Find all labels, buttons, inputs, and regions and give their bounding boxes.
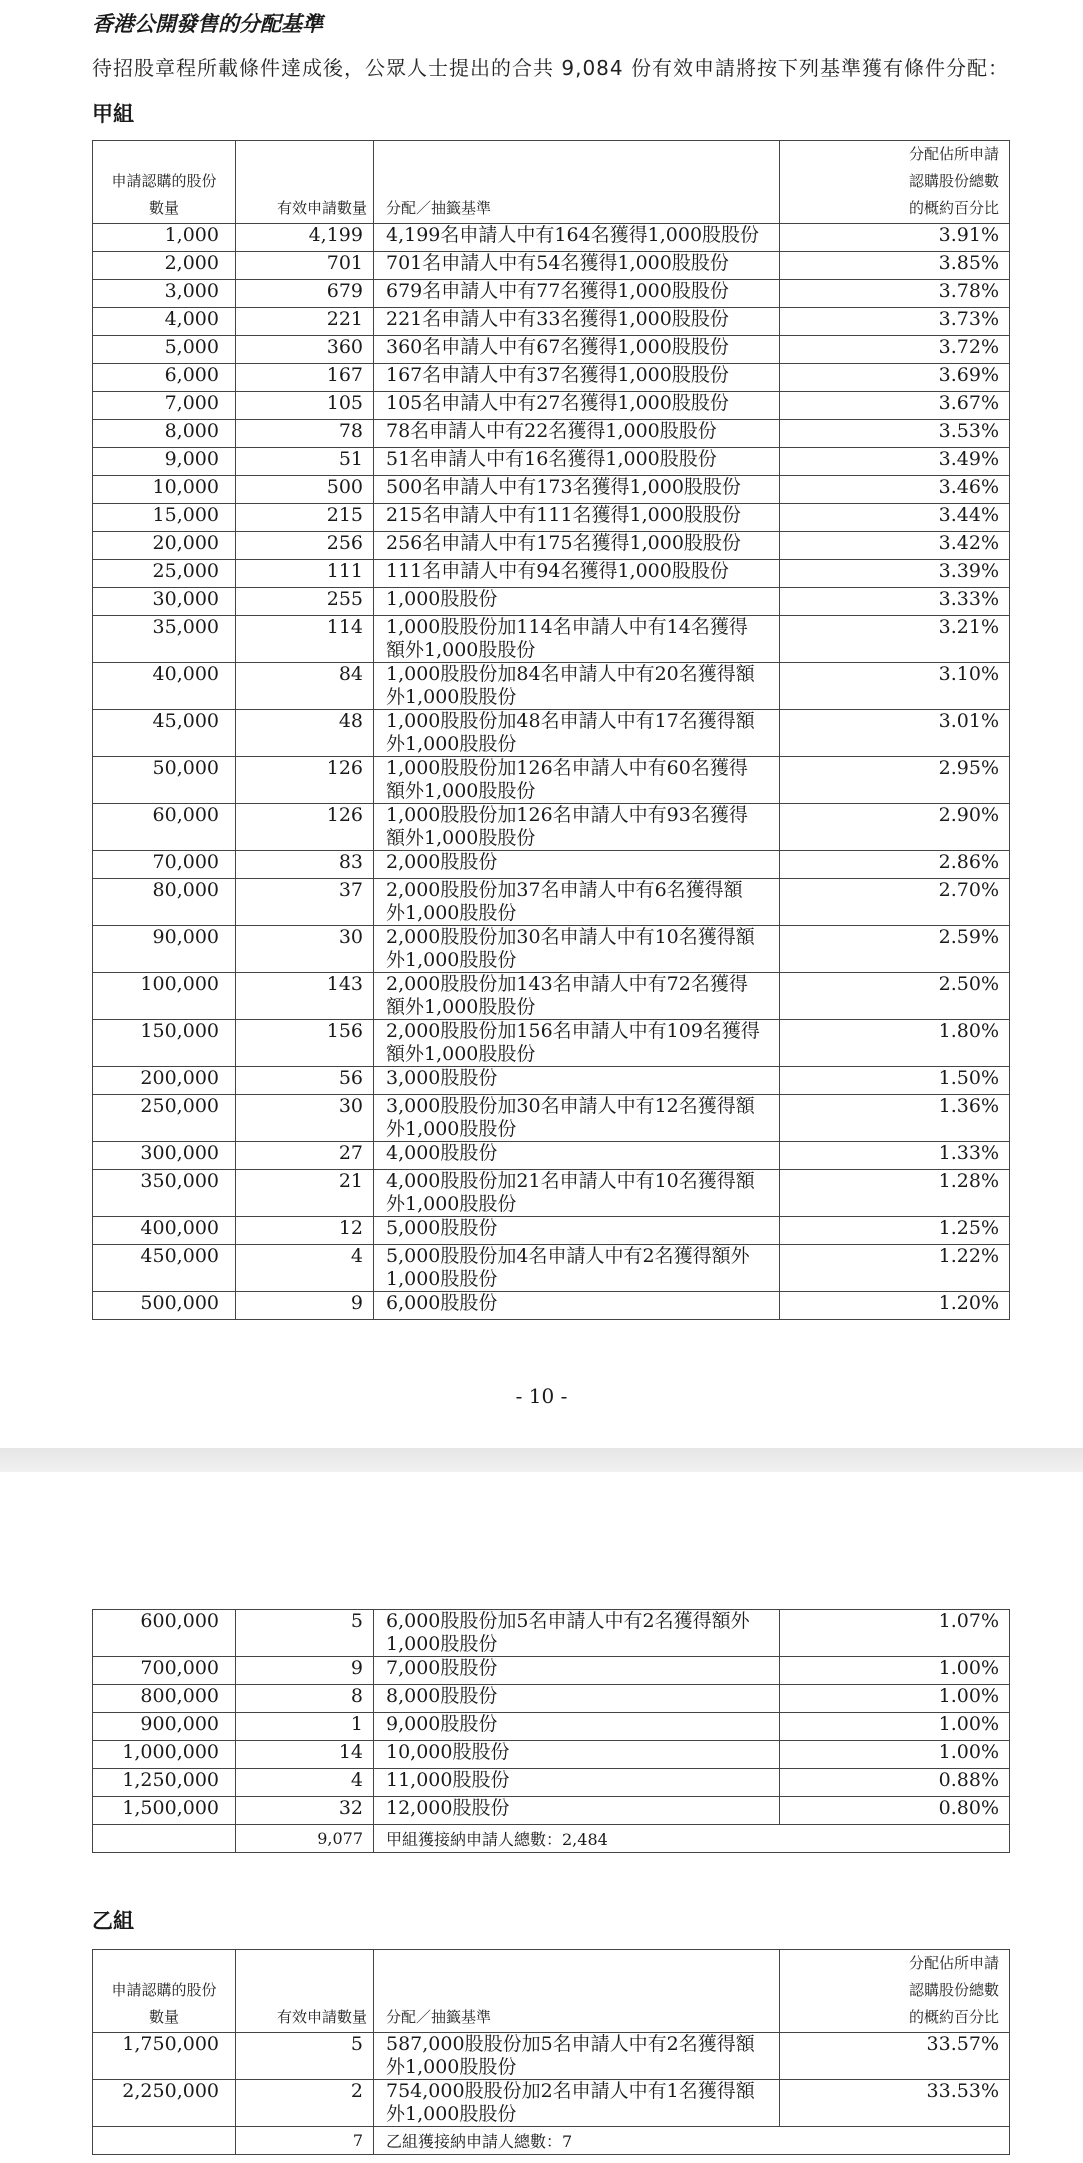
- valid-applications-cell: 51: [236, 448, 374, 476]
- percentage-cell: 1.00%: [780, 1685, 1010, 1713]
- shares-applied-cell: 2,000: [93, 252, 236, 280]
- table-row: [93, 308, 1010, 336]
- group-b-table: [92, 1949, 1010, 2155]
- shares-applied-cell: 1,250,000: [93, 1769, 236, 1797]
- table-row: [93, 448, 1010, 476]
- table-row: [93, 879, 1010, 926]
- header-pct-line2: 認購股份總數: [908, 1981, 999, 1999]
- allocation-basis-cell: 1,000股股份: [374, 588, 780, 616]
- allocation-basis-cell: 8,000股股份: [374, 1685, 780, 1713]
- shares-applied-cell: 30,000: [93, 588, 236, 616]
- table-row: [93, 2080, 1010, 2127]
- percentage-cell: 2.95%: [780, 757, 1010, 804]
- percentage-cell: 3.46%: [780, 476, 1010, 504]
- percentage-cell: 33.57%: [780, 2033, 1010, 2080]
- shares-applied-cell: 1,000: [93, 224, 236, 252]
- valid-applications-cell: 167: [236, 364, 374, 392]
- basis-line-1: 1,000股股份加126名申請人中有93名獲得: [386, 804, 748, 826]
- group-b-total-row: [93, 2127, 1010, 2155]
- group-a-total-row: [93, 1825, 1010, 1853]
- allocation-basis-cell: [374, 2080, 780, 2127]
- header-approx-percentage: [780, 141, 1010, 224]
- allocation-basis-cell: 500名申請人中有173名獲得1,000股股份: [374, 476, 780, 504]
- allocation-basis-cell: 5,000股股份: [374, 1217, 780, 1245]
- basis-line-2: 額外1,000股股份: [386, 639, 536, 661]
- valid-applications-cell: 1: [236, 1713, 374, 1741]
- valid-applications-cell: 83: [236, 851, 374, 879]
- table-row: [93, 804, 1010, 851]
- valid-applications-cell: 8: [236, 1685, 374, 1713]
- table-row: [93, 1685, 1010, 1713]
- valid-applications-cell: 143: [236, 973, 374, 1020]
- valid-applications-cell: 126: [236, 804, 374, 851]
- percentage-cell: 3.21%: [780, 616, 1010, 663]
- table-row: [93, 710, 1010, 757]
- shares-applied-cell: 600,000: [93, 1610, 236, 1657]
- allocation-basis-cell: [374, 710, 780, 757]
- valid-applications-cell: 2: [236, 2080, 374, 2127]
- table-row: [93, 1245, 1010, 1292]
- basis-line-2: 額外1,000股股份: [386, 996, 536, 1018]
- table-row: [93, 1095, 1010, 1142]
- allocation-basis-cell: 221名申請人中有33名獲得1,000股股份: [374, 308, 780, 336]
- valid-applications-cell: 27: [236, 1142, 374, 1170]
- valid-applications-cell: 30: [236, 1095, 374, 1142]
- table-header-row: [93, 141, 1010, 224]
- table-row: [93, 504, 1010, 532]
- allocation-basis-cell: [374, 757, 780, 804]
- percentage-cell: 3.39%: [780, 560, 1010, 588]
- allocation-basis-cell: 4,000股股份: [374, 1142, 780, 1170]
- basis-line-2: 外1,000股股份: [386, 1118, 517, 1140]
- percentage-cell: 3.72%: [780, 336, 1010, 364]
- valid-applications-cell: 48: [236, 710, 374, 757]
- shares-applied-cell: 60,000: [93, 804, 236, 851]
- table-row: [93, 1067, 1010, 1095]
- basis-line-1: 5,000股股份加4名申請人中有2名獲得額外: [386, 1245, 750, 1267]
- table-row: [93, 1610, 1010, 1657]
- valid-applications-cell: 56: [236, 1067, 374, 1095]
- valid-applications-cell: 500: [236, 476, 374, 504]
- allocation-basis-cell: 360名申請人中有67名獲得1,000股股份: [374, 336, 780, 364]
- valid-applications-cell: 679: [236, 280, 374, 308]
- allocation-basis-cell: 78名申請人中有22名獲得1,000股股份: [374, 420, 780, 448]
- valid-applications-cell: 111: [236, 560, 374, 588]
- basis-line-2: 外1,000股股份: [386, 686, 517, 708]
- valid-applications-cell: 4,199: [236, 224, 374, 252]
- table-row: [93, 364, 1010, 392]
- shares-applied-cell: 100,000: [93, 973, 236, 1020]
- allocation-basis-cell: [374, 663, 780, 710]
- valid-applications-cell: 256: [236, 532, 374, 560]
- table-header-row: [93, 1950, 1010, 2033]
- table-row: [93, 224, 1010, 252]
- basis-line-1: 2,000股股份加143名申請人中有72名獲得: [386, 973, 748, 995]
- table-row: [93, 1713, 1010, 1741]
- valid-applications-cell: 221: [236, 308, 374, 336]
- total-empty-cell: [93, 2127, 236, 2155]
- group-b-total-count: 7: [236, 2127, 374, 2155]
- shares-applied-cell: 50,000: [93, 757, 236, 804]
- header-pct-line1: 分配佔所申請: [908, 145, 999, 163]
- valid-applications-cell: 30: [236, 926, 374, 973]
- shares-applied-cell: 300,000: [93, 1142, 236, 1170]
- table-row: [93, 1170, 1010, 1217]
- shares-applied-cell: 150,000: [93, 1020, 236, 1067]
- table-row: [93, 1142, 1010, 1170]
- shares-applied-cell: 1,500,000: [93, 1797, 236, 1825]
- shares-applied-cell: 80,000: [93, 879, 236, 926]
- percentage-cell: 3.73%: [780, 308, 1010, 336]
- shares-applied-cell: 350,000: [93, 1170, 236, 1217]
- basis-line-2: 1,000股股份: [386, 1268, 498, 1290]
- table-row: [93, 280, 1010, 308]
- percentage-cell: 1.28%: [780, 1170, 1010, 1217]
- shares-applied-cell: 20,000: [93, 532, 236, 560]
- allocation-basis-cell: 10,000股股份: [374, 1741, 780, 1769]
- table-row: [93, 1292, 1010, 1320]
- allocation-basis-cell: [374, 879, 780, 926]
- basis-line-1: 754,000股股份加2名申請人中有1名獲得額: [386, 2080, 755, 2102]
- header-pct-line2: 認購股份總數: [908, 172, 999, 190]
- allocation-basis-cell: 11,000股股份: [374, 1769, 780, 1797]
- valid-applications-cell: 12: [236, 1217, 374, 1245]
- group-a-table-part1: [92, 140, 1010, 1320]
- table-row: [93, 1797, 1010, 1825]
- basis-line-2: 1,000股股份: [386, 1633, 498, 1655]
- shares-applied-cell: 45,000: [93, 710, 236, 757]
- basis-line-1: 587,000股股份加5名申請人中有2名獲得額: [386, 2033, 755, 2055]
- allocation-basis-cell: 51名申請人中有16名獲得1,000股股份: [374, 448, 780, 476]
- valid-applications-cell: 37: [236, 879, 374, 926]
- shares-applied-cell: 800,000: [93, 1685, 236, 1713]
- header-allocation-basis: 分配／抽籤基準: [374, 141, 780, 224]
- allocation-basis-cell: 2,000股股份: [374, 851, 780, 879]
- table-row: [93, 1020, 1010, 1067]
- basis-line-2: 外1,000股股份: [386, 902, 517, 924]
- table-row: [93, 851, 1010, 879]
- shares-applied-cell: 90,000: [93, 926, 236, 973]
- table-row: [93, 926, 1010, 973]
- allocation-basis-cell: [374, 1095, 780, 1142]
- shares-applied-cell: 700,000: [93, 1657, 236, 1685]
- section-heading: 香港公開發售的分配基準: [92, 12, 323, 36]
- percentage-cell: 2.70%: [780, 879, 1010, 926]
- percentage-cell: 1.00%: [780, 1741, 1010, 1769]
- valid-applications-cell: 360: [236, 336, 374, 364]
- shares-applied-cell: 200,000: [93, 1067, 236, 1095]
- percentage-cell: 3.44%: [780, 504, 1010, 532]
- basis-line-2: 額外1,000股股份: [386, 827, 536, 849]
- group-a-total-text: 甲組獲接納申請人總數：2,484: [374, 1825, 1010, 1853]
- table-row: [93, 532, 1010, 560]
- basis-line-1: 2,000股股份加156名申請人中有109名獲得: [386, 1020, 760, 1042]
- percentage-cell: 33.53%: [780, 2080, 1010, 2127]
- shares-applied-cell: 1,750,000: [93, 2033, 236, 2080]
- percentage-cell: 1.33%: [780, 1142, 1010, 1170]
- table-row: [93, 476, 1010, 504]
- percentage-cell: 0.80%: [780, 1797, 1010, 1825]
- basis-line-1: 1,000股股份加114名申請人中有14名獲得: [386, 616, 748, 638]
- table-row: [93, 616, 1010, 663]
- basis-line-2: 外1,000股股份: [386, 2103, 517, 2125]
- allocation-basis-cell: [374, 1020, 780, 1067]
- group-b-total-text: 乙組獲接納申請人總數：7: [374, 2127, 1010, 2155]
- percentage-cell: 1.25%: [780, 1217, 1010, 1245]
- percentage-cell: 2.59%: [780, 926, 1010, 973]
- valid-applications-cell: 4: [236, 1245, 374, 1292]
- allocation-basis-cell: [374, 804, 780, 851]
- percentage-cell: 1.36%: [780, 1095, 1010, 1142]
- allocation-basis-cell: 105名申請人中有27名獲得1,000股股份: [374, 392, 780, 420]
- group-a-label: 甲組: [92, 102, 134, 126]
- basis-line-1: 2,000股股份加30名申請人中有10名獲得額: [386, 926, 755, 948]
- allocation-basis-cell: 3,000股股份: [374, 1067, 780, 1095]
- table-row: [93, 252, 1010, 280]
- header-pct-line3: 的概約百分比: [908, 199, 999, 217]
- shares-applied-cell: 1,000,000: [93, 1741, 236, 1769]
- valid-applications-cell: 14: [236, 1741, 374, 1769]
- basis-line-1: 3,000股股份加30名申請人中有12名獲得額: [386, 1095, 755, 1117]
- table-row: [93, 1769, 1010, 1797]
- allocation-basis-cell: 111名申請人中有94名獲得1,000股股份: [374, 560, 780, 588]
- shares-applied-cell: 70,000: [93, 851, 236, 879]
- page-number: - 10 -: [515, 1384, 568, 1408]
- percentage-cell: 1.07%: [780, 1610, 1010, 1657]
- percentage-cell: 1.00%: [780, 1713, 1010, 1741]
- allocation-basis-cell: [374, 2033, 780, 2080]
- percentage-cell: 3.01%: [780, 710, 1010, 757]
- header-valid-applications: 有效申請數量: [236, 141, 374, 224]
- percentage-cell: 0.88%: [780, 1769, 1010, 1797]
- shares-applied-cell: 5,000: [93, 336, 236, 364]
- header-shares-line1: 申請認購的股份: [111, 172, 217, 190]
- percentage-cell: 1.80%: [780, 1020, 1010, 1067]
- allocation-basis-cell: [374, 1245, 780, 1292]
- basis-line-2: 外1,000股股份: [386, 1193, 517, 1215]
- table-row: [93, 663, 1010, 710]
- valid-applications-cell: 5: [236, 1610, 374, 1657]
- header-approx-percentage: [780, 1950, 1010, 2033]
- percentage-cell: 3.49%: [780, 448, 1010, 476]
- header-valid-applications: 有效申請數量: [236, 1950, 374, 2033]
- allocation-basis-cell: 9,000股股份: [374, 1713, 780, 1741]
- allocation-basis-cell: [374, 1610, 780, 1657]
- percentage-cell: 2.50%: [780, 973, 1010, 1020]
- percentage-cell: 3.10%: [780, 663, 1010, 710]
- basis-line-2: 外1,000股股份: [386, 949, 517, 971]
- valid-applications-cell: 215: [236, 504, 374, 532]
- percentage-cell: 3.78%: [780, 280, 1010, 308]
- valid-applications-cell: 126: [236, 757, 374, 804]
- shares-applied-cell: 450,000: [93, 1245, 236, 1292]
- shares-applied-cell: 6,000: [93, 364, 236, 392]
- percentage-cell: 3.69%: [780, 364, 1010, 392]
- valid-applications-cell: 701: [236, 252, 374, 280]
- allocation-basis-cell: [374, 926, 780, 973]
- allocation-basis-cell: 215名申請人中有111名獲得1,000股股份: [374, 504, 780, 532]
- group-a-total-count: 9,077: [236, 1825, 374, 1853]
- percentage-cell: 3.91%: [780, 224, 1010, 252]
- intro-paragraph: 待招股章程所載條件達成後，公眾人士提出的合共 9,084 份有效申請將按下列基準獲有條件分配：: [92, 56, 1009, 80]
- basis-line-1: 2,000股股份加37名申請人中有6名獲得額: [386, 879, 743, 901]
- valid-applications-cell: 84: [236, 663, 374, 710]
- valid-applications-cell: 114: [236, 616, 374, 663]
- valid-applications-cell: 5: [236, 2033, 374, 2080]
- table-row: [93, 757, 1010, 804]
- table-row: [93, 392, 1010, 420]
- percentage-cell: 3.85%: [780, 252, 1010, 280]
- header-shares-line1: 申請認購的股份: [111, 1981, 217, 1999]
- allocation-basis-cell: 6,000股股份: [374, 1292, 780, 1320]
- valid-applications-cell: 255: [236, 588, 374, 616]
- shares-applied-cell: 10,000: [93, 476, 236, 504]
- group-b-label: 乙組: [92, 1909, 134, 1933]
- header-shares-line2: 數量: [148, 199, 179, 217]
- valid-applications-cell: 9: [236, 1292, 374, 1320]
- basis-line-1: 4,000股股份加21名申請人中有10名獲得額: [386, 1170, 755, 1192]
- table-row: [93, 1217, 1010, 1245]
- percentage-cell: 1.22%: [780, 1245, 1010, 1292]
- valid-applications-cell: 9: [236, 1657, 374, 1685]
- allocation-basis-cell: 679名申請人中有77名獲得1,000股股份: [374, 280, 780, 308]
- shares-applied-cell: 9,000: [93, 448, 236, 476]
- percentage-cell: 1.00%: [780, 1657, 1010, 1685]
- shares-applied-cell: 500,000: [93, 1292, 236, 1320]
- percentage-cell: 2.90%: [780, 804, 1010, 851]
- allocation-basis-cell: 7,000股股份: [374, 1657, 780, 1685]
- shares-applied-cell: 40,000: [93, 663, 236, 710]
- basis-line-1: 1,000股股份加126名申請人中有60名獲得: [386, 757, 748, 779]
- table-row: [93, 2033, 1010, 2080]
- table-row: [93, 588, 1010, 616]
- basis-line-1: 6,000股股份加5名申請人中有2名獲得額外: [386, 1610, 750, 1632]
- valid-applications-cell: 78: [236, 420, 374, 448]
- percentage-cell: 2.86%: [780, 851, 1010, 879]
- valid-applications-cell: 32: [236, 1797, 374, 1825]
- allocation-basis-cell: [374, 616, 780, 663]
- percentage-cell: 3.67%: [780, 392, 1010, 420]
- basis-line-2: 額外1,000股股份: [386, 780, 536, 802]
- header-pct-line1: 分配佔所申請: [908, 1954, 999, 1972]
- table-row: [93, 336, 1010, 364]
- shares-applied-cell: 15,000: [93, 504, 236, 532]
- percentage-cell: 3.42%: [780, 532, 1010, 560]
- shares-applied-cell: 250,000: [93, 1095, 236, 1142]
- valid-applications-cell: 156: [236, 1020, 374, 1067]
- percentage-cell: 1.50%: [780, 1067, 1010, 1095]
- shares-applied-cell: 35,000: [93, 616, 236, 663]
- shares-applied-cell: 3,000: [93, 280, 236, 308]
- basis-line-2: 外1,000股股份: [386, 2056, 517, 2078]
- shares-applied-cell: 400,000: [93, 1217, 236, 1245]
- valid-applications-cell: 21: [236, 1170, 374, 1217]
- percentage-cell: 1.20%: [780, 1292, 1010, 1320]
- shares-applied-cell: 7,000: [93, 392, 236, 420]
- group-a-table-part2: [92, 1609, 1010, 1853]
- shares-applied-cell: 2,250,000: [93, 2080, 236, 2127]
- page-separator: [0, 1448, 1083, 1472]
- allocation-basis-cell: 256名申請人中有175名獲得1,000股股份: [374, 532, 780, 560]
- allocation-basis-cell: 167名申請人中有37名獲得1,000股股份: [374, 364, 780, 392]
- table-row: [93, 1657, 1010, 1685]
- header-allocation-basis: 分配／抽籤基準: [374, 1950, 780, 2033]
- header-shares-line2: 數量: [148, 2008, 179, 2026]
- shares-applied-cell: 8,000: [93, 420, 236, 448]
- basis-line-2: 額外1,000股股份: [386, 1043, 536, 1065]
- header-shares-applied: [93, 141, 236, 224]
- allocation-basis-cell: [374, 973, 780, 1020]
- basis-line-1: 1,000股股份加84名申請人中有20名獲得額: [386, 663, 755, 685]
- valid-applications-cell: 4: [236, 1769, 374, 1797]
- basis-line-1: 1,000股股份加48名申請人中有17名獲得額: [386, 710, 755, 732]
- shares-applied-cell: 4,000: [93, 308, 236, 336]
- table-row: [93, 973, 1010, 1020]
- valid-applications-cell: 105: [236, 392, 374, 420]
- basis-line-2: 外1,000股股份: [386, 733, 517, 755]
- header-pct-line3: 的概約百分比: [908, 2008, 999, 2026]
- header-shares-applied: [93, 1950, 236, 2033]
- allocation-basis-cell: 12,000股股份: [374, 1797, 780, 1825]
- percentage-cell: 3.53%: [780, 420, 1010, 448]
- shares-applied-cell: 900,000: [93, 1713, 236, 1741]
- table-row: [93, 1741, 1010, 1769]
- table-row: [93, 560, 1010, 588]
- percentage-cell: 3.33%: [780, 588, 1010, 616]
- total-empty-cell: [93, 1825, 236, 1853]
- allocation-basis-cell: 701名申請人中有54名獲得1,000股股份: [374, 252, 780, 280]
- allocation-basis-cell: 4,199名申請人中有164名獲得1,000股股份: [374, 224, 780, 252]
- shares-applied-cell: 25,000: [93, 560, 236, 588]
- allocation-basis-cell: [374, 1170, 780, 1217]
- table-row: [93, 420, 1010, 448]
